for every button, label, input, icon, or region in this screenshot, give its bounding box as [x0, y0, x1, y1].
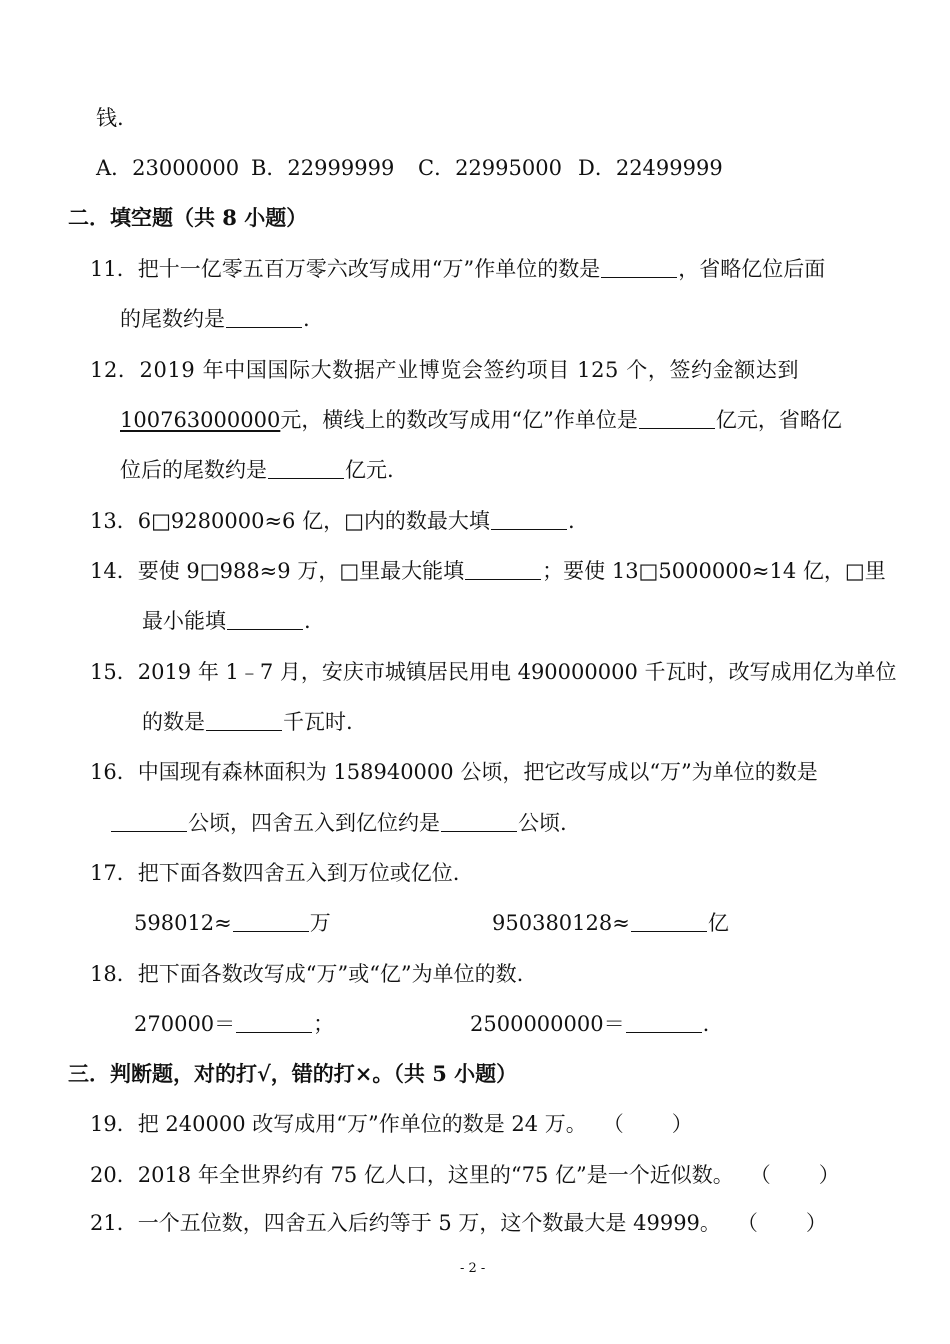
q15-text2: 的数是: [142, 710, 205, 734]
q11-end: .: [303, 307, 310, 331]
q17-blank2[interactable]: [631, 909, 707, 932]
q18-left-end: ；: [313, 1012, 335, 1036]
q11-line2: [120, 304, 310, 334]
q17-text: 17．把下面各数四舍五入到万位或亿位.: [90, 861, 460, 885]
q18-left: [134, 1009, 334, 1039]
q21-paren-close: ）: [805, 1211, 827, 1235]
section2-title: 二．填空题（共 8 小题）: [68, 205, 308, 230]
q13-line: [90, 506, 575, 536]
q11-blank2[interactable]: [226, 305, 302, 328]
q12-text: 12．2019 年中国国际大数据产业博览会签约项目 125 个，签约金额达到: [90, 358, 800, 382]
q19-line: [90, 1109, 693, 1139]
q11-blank1[interactable]: [601, 255, 677, 278]
q16-line1: [90, 757, 818, 787]
q17-blank1[interactable]: [233, 909, 309, 932]
q18-right: [470, 1009, 709, 1039]
q12-line1: [90, 355, 882, 385]
q20-text: 20．2018 年全世界约有 75 亿人口，这里的“75 亿”是一个近似数。: [90, 1163, 734, 1187]
q17-right-num: 950380128≈: [492, 911, 630, 935]
q17-left: [134, 908, 331, 938]
q14-blank2[interactable]: [227, 607, 303, 630]
q12-blank1[interactable]: [639, 406, 715, 429]
page-number: - 2 -: [460, 1261, 486, 1276]
q13-text: 13．6□9280000≈6 亿，□内的数最大填: [90, 509, 490, 533]
option-a: A．23000000: [96, 156, 240, 180]
section3-title: 三．判断题，对的打√，错的打×。（共 5 小题）: [68, 1061, 518, 1086]
q13-end: .: [567, 509, 575, 533]
q16-text: 16．中国现有森林面积为 158940000 公顷，把它改写成以“万”为单位的数是: [90, 760, 818, 784]
q12-text3: 亿元，省略亿: [715, 408, 842, 432]
q17-right: [492, 908, 729, 938]
q17-right-unit: 亿: [707, 911, 729, 935]
q11-text2: ，省略亿位后面: [678, 257, 826, 281]
q15-line1: [90, 657, 897, 687]
q18-line1: [90, 959, 523, 989]
option-c: C．22995000: [418, 156, 562, 180]
q21-text: 21．一个五位数，四舍五入后约等于 5 万，这个数最大是 49999。: [90, 1211, 721, 1235]
q12-end: 亿元.: [345, 458, 394, 482]
q15-text: 15．2019 年 1﹣7 月，安庆市城镇居民用电 490000000 千瓦时，改写成用亿为单位: [90, 660, 897, 684]
q18-blank1[interactable]: [236, 1010, 312, 1033]
q14-text: 14．要使 9□988≈9 万，□里最大能填: [90, 559, 465, 583]
q12-underlined-number: 100763000000: [120, 408, 281, 432]
q16-text2: 公顷，四舍五入到亿位约是: [188, 811, 440, 835]
q18-left-num: 270000＝: [134, 1012, 236, 1036]
q14-blank1[interactable]: [465, 557, 541, 580]
q17-line1: [90, 858, 459, 888]
q17-left-unit: 万: [309, 911, 331, 935]
q11-text3: 的尾数约是: [120, 307, 225, 331]
option-b: B．22999999: [251, 156, 395, 180]
q12-text2: 元，横线上的数改写成用“亿”作单位是: [280, 408, 638, 432]
q13-blank[interactable]: [491, 507, 567, 530]
q15-end: 千瓦时.: [283, 710, 353, 734]
q20-paren-close: ）: [818, 1163, 840, 1187]
q12-blank2[interactable]: [268, 456, 344, 479]
prev-question-tail: 钱.: [96, 106, 124, 130]
q14-text3: 最小能填: [142, 609, 226, 633]
q17-left-num: 598012≈: [134, 911, 232, 935]
q11-text: 11．把十一亿零五百万零六改写成用“万”作单位的数是: [90, 257, 601, 281]
q19-text: 19．把 240000 改写成用“万”作单位的数是 24 万。: [90, 1112, 587, 1136]
q19-paren-close: ）: [671, 1112, 693, 1136]
q18-right-end: .: [702, 1012, 710, 1036]
q15-blank[interactable]: [206, 708, 282, 731]
q14-end: .: [304, 609, 311, 633]
q18-right-num: 2500000000＝: [470, 1012, 625, 1036]
q12-line2: [120, 405, 842, 435]
q14-line2: [142, 606, 311, 636]
q21-line: [90, 1208, 827, 1238]
q14-text2: ；要使 13□5000000≈14 亿，□里: [542, 559, 886, 583]
q21-paren-open[interactable]: （: [736, 1211, 758, 1235]
q12-text4: 位后的尾数约是: [120, 458, 267, 482]
q16-end: 公顷.: [518, 811, 567, 835]
q16-blank1[interactable]: [111, 809, 187, 832]
q16-line2: [110, 808, 567, 838]
q20-paren-open[interactable]: （: [749, 1163, 771, 1187]
q19-paren-open[interactable]: （: [602, 1112, 624, 1136]
q15-line2: [142, 707, 353, 737]
q16-blank2[interactable]: [441, 809, 517, 832]
q12-line3: [120, 455, 394, 485]
q20-line: [90, 1160, 840, 1190]
option-d: D．22499999: [578, 156, 723, 180]
q14-line1: [90, 556, 886, 586]
q18-blank2[interactable]: [626, 1010, 702, 1033]
q11-line1: [90, 254, 825, 284]
q18-text: 18．把下面各数改写成“万”或“亿”为单位的数.: [90, 962, 524, 986]
